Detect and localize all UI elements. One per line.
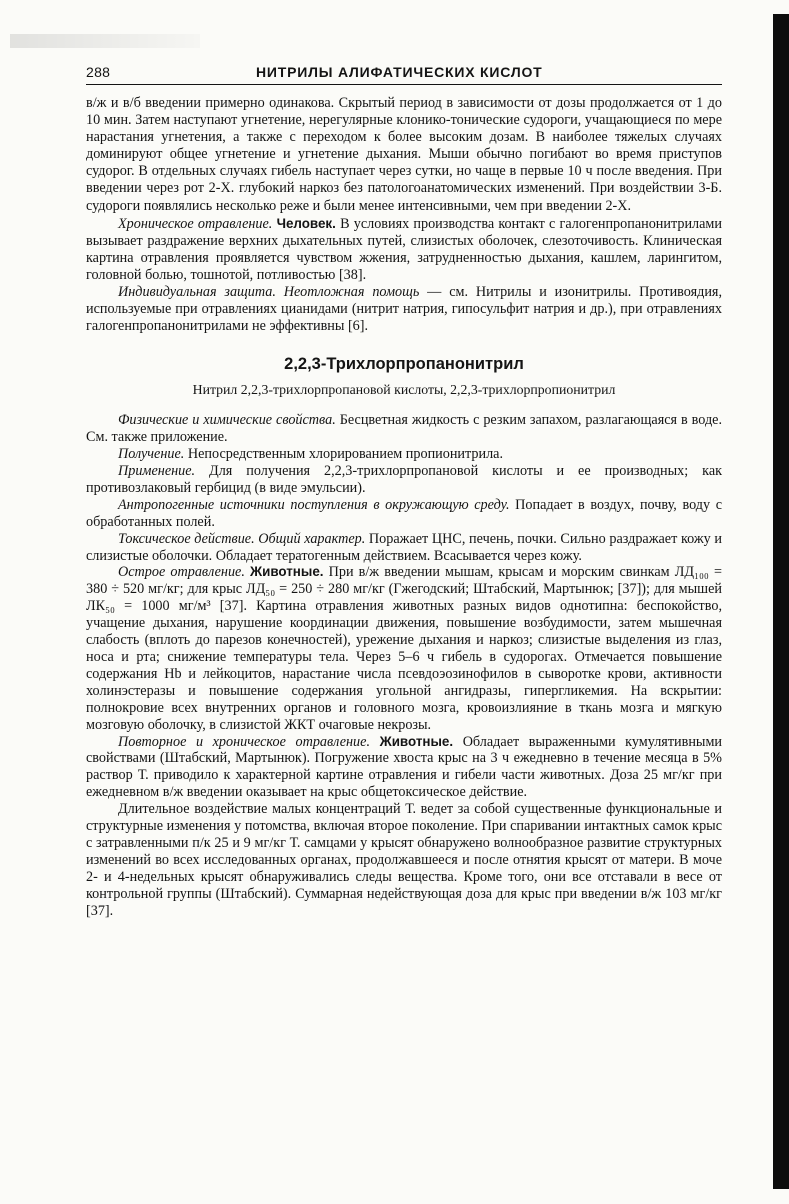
section-synonyms: Нитрил 2,2,3-трихлорпропановой кислоты, 2,2,3-трихлорпропионитрил [192, 382, 616, 398]
chronic-text: В условиях производства контакт с галогенпропанонитрилами вызывает раздражение верхних дыхательных путей, слизистых оболочек, слезоточивость. Клиническая картина отравления проявляется чувством жжения, затрудненностью дыхания, кашлем, ларингитом, головной болью, тошнотой, потливостью [38]. [86, 215, 723, 283]
paragraph-text: Поражает ЦНС, печень, почки. Сильно раздражает кожу и слизистые оболочки. Обладает тератогенным действием. Всасывается через кожу. [86, 530, 723, 564]
chronic-lead: Хроническое отравление. [118, 215, 273, 232]
section-paragraph [86, 412, 722, 446]
paragraph-text: Непосредственным хлорированием пропионитрила. [187, 446, 504, 463]
running-title: НИТРИЛЫ АЛИФАТИЧЕСКИХ КИСЛОТ [256, 64, 543, 80]
paragraph-text: Обладает выраженными кумулятивными свойствами (Штабский, Мартынюк). Погружение хвоста крыс на 3 ч ежедневно в течение месяца в 5% раствор Т. приводило к характерной картине отравления и гибели части животных. Доза 25 мг/кг при ежедневном в/ж введении оказывает на крыс общетоксическое действие. [86, 733, 723, 801]
paragraph-text: При в/ж введении мышам, крысам и морским свинкам ЛД₁₀₀ = 380 ÷ 520 мг/кг; для крыс ЛД₅₀ = 250 ÷ 280 мг/кг (Гжегодский; Штабский, Мартынюк; [37]); для мышей ЛК₅₀ = 1000 мг/м³ [37]. Картина отравления животных разных видов однотипна: беспокойство, учащение дыхания, нарушение координации движения, повышение возбудимости, затем мышечная слабость (вплоть до парезов конечностей), урежение дыхания и наркоз; слизистые выделения из глаз, носа и рта; снижение температуры тела. Через 5–6 ч гибель в судорогах. Отмечается повышение содержания Hb и лейкоцитов, нарастание числа псевдоэозинофилов в сыворотке крови, активности холинэстеразы и повышение содержания угольной ангидразы, гипергликемия. На вскрытии: полнокровие всех внутренних органов и головного мозга, кровоизлияние в ткань мозга и мягкую мозговую оболочку, в слизистой ЖКТ очаговые некрозы. [86, 564, 722, 733]
protection-paragraph [86, 284, 722, 335]
paragraph-lead: Токсическое действие. Общий характер. [118, 530, 366, 547]
scan-smudge [10, 34, 200, 48]
section-paragraph [86, 801, 722, 919]
paragraph-lead: Применение. [118, 463, 196, 480]
section-paragraph [86, 734, 722, 802]
paragraph-subject: Животные. [250, 564, 324, 580]
chronic-paragraph [86, 215, 722, 284]
paragraph-text: Попадает в воздух, почву, воду с обработанных полей. [86, 496, 722, 530]
section-paragraph [86, 446, 722, 463]
continuation-paragraph: в/ж и в/б введении примерно одинакова. Скрытый период в зависимости от дозы продолжается от 1 до 10 мин. Затем наступают угнетение, нерегулярные клонико-тонические судороги, учащающиеся по мере нарастания угнетения, а также с переходом к более высоким дозам. В наиболее тяжелых случаях доминируют общее угнетение и угнетение дыхания. Мыши обычно погибают во время приступов судорог. В отдельных случаях гибель наступает через сутки, но чаще в первые 10 ч после введения. При введении через рот 2-Х. глубокий наркоз без патологоанатомических изменений. При воздействии 3-Б. судороги появлялись несколько реже и были менее интенсивными, чем при введении 2-Х. [86, 95, 722, 214]
page-number: 288 [86, 64, 111, 80]
page-edge-shadow [773, 14, 789, 1189]
paragraph-lead: Физические и химические свойства. [118, 412, 336, 429]
protection-text: — см. Нитрилы и изонитрилы. Противоядия, используемые при отравлениях цианидами (нитрит натрия, гипосульфит натрия и др.), при отравлениях галогенпропанонитрилами не эффективны [6]. [86, 284, 723, 335]
section-paragraph [86, 564, 722, 733]
paragraph-lead: Острое отравление. [118, 564, 245, 581]
paragraph-text: Длительное воздействие малых концентраций Т. ведет за собой существенные функциональные и структурные изменения у потомства, включая второе поколение. При спаривании интактных самок крыс с затравленными п/к 25 и 9 мг/кг Т. самцами у крысят обнаружено волнообразное развитие структурных изменений во всех исследованных органах, продолжавшееся и после отнятия крысят от матери. В моче 2- и 4-недельных крысят обнаруживались следы вещества. Кроме того, они все отставали в весе от контрольной группы (Штабский). Суммарная недействующая доза для крыс при введении в/ж 103 мг/кг [37]. [86, 801, 722, 919]
section-body [86, 412, 722, 919]
paragraph-lead: Антропогенные источники поступления в окружающую среду. [118, 496, 510, 513]
section-paragraph [86, 497, 722, 531]
chronic-sub: Человек. [276, 215, 336, 231]
paragraph-lead: Повторное и хроническое отравление. [118, 733, 370, 750]
intro-text [86, 95, 722, 335]
section-paragraph [86, 463, 722, 497]
section-paragraph [86, 531, 722, 565]
book-page [86, 64, 722, 920]
paragraph-lead: Получение. [118, 446, 185, 463]
paragraph-subject: Животные. [379, 733, 454, 749]
protection-lead: Индивидуальная защита. Неотложная помощь [118, 284, 420, 301]
running-header [86, 64, 722, 85]
paragraph-text: Для получения 2,2,3-трихлорпропановой кислоты и ее производных; как противозлаковый гербицид (в виде эмульсии). [86, 463, 723, 496]
section-title: 2,2,3-Трихлорпропанонитрил [284, 355, 524, 374]
paragraph-text: Бесцветная жидкость с резким запахом, разлагающаяся в воде. См. также приложение. [86, 412, 723, 446]
